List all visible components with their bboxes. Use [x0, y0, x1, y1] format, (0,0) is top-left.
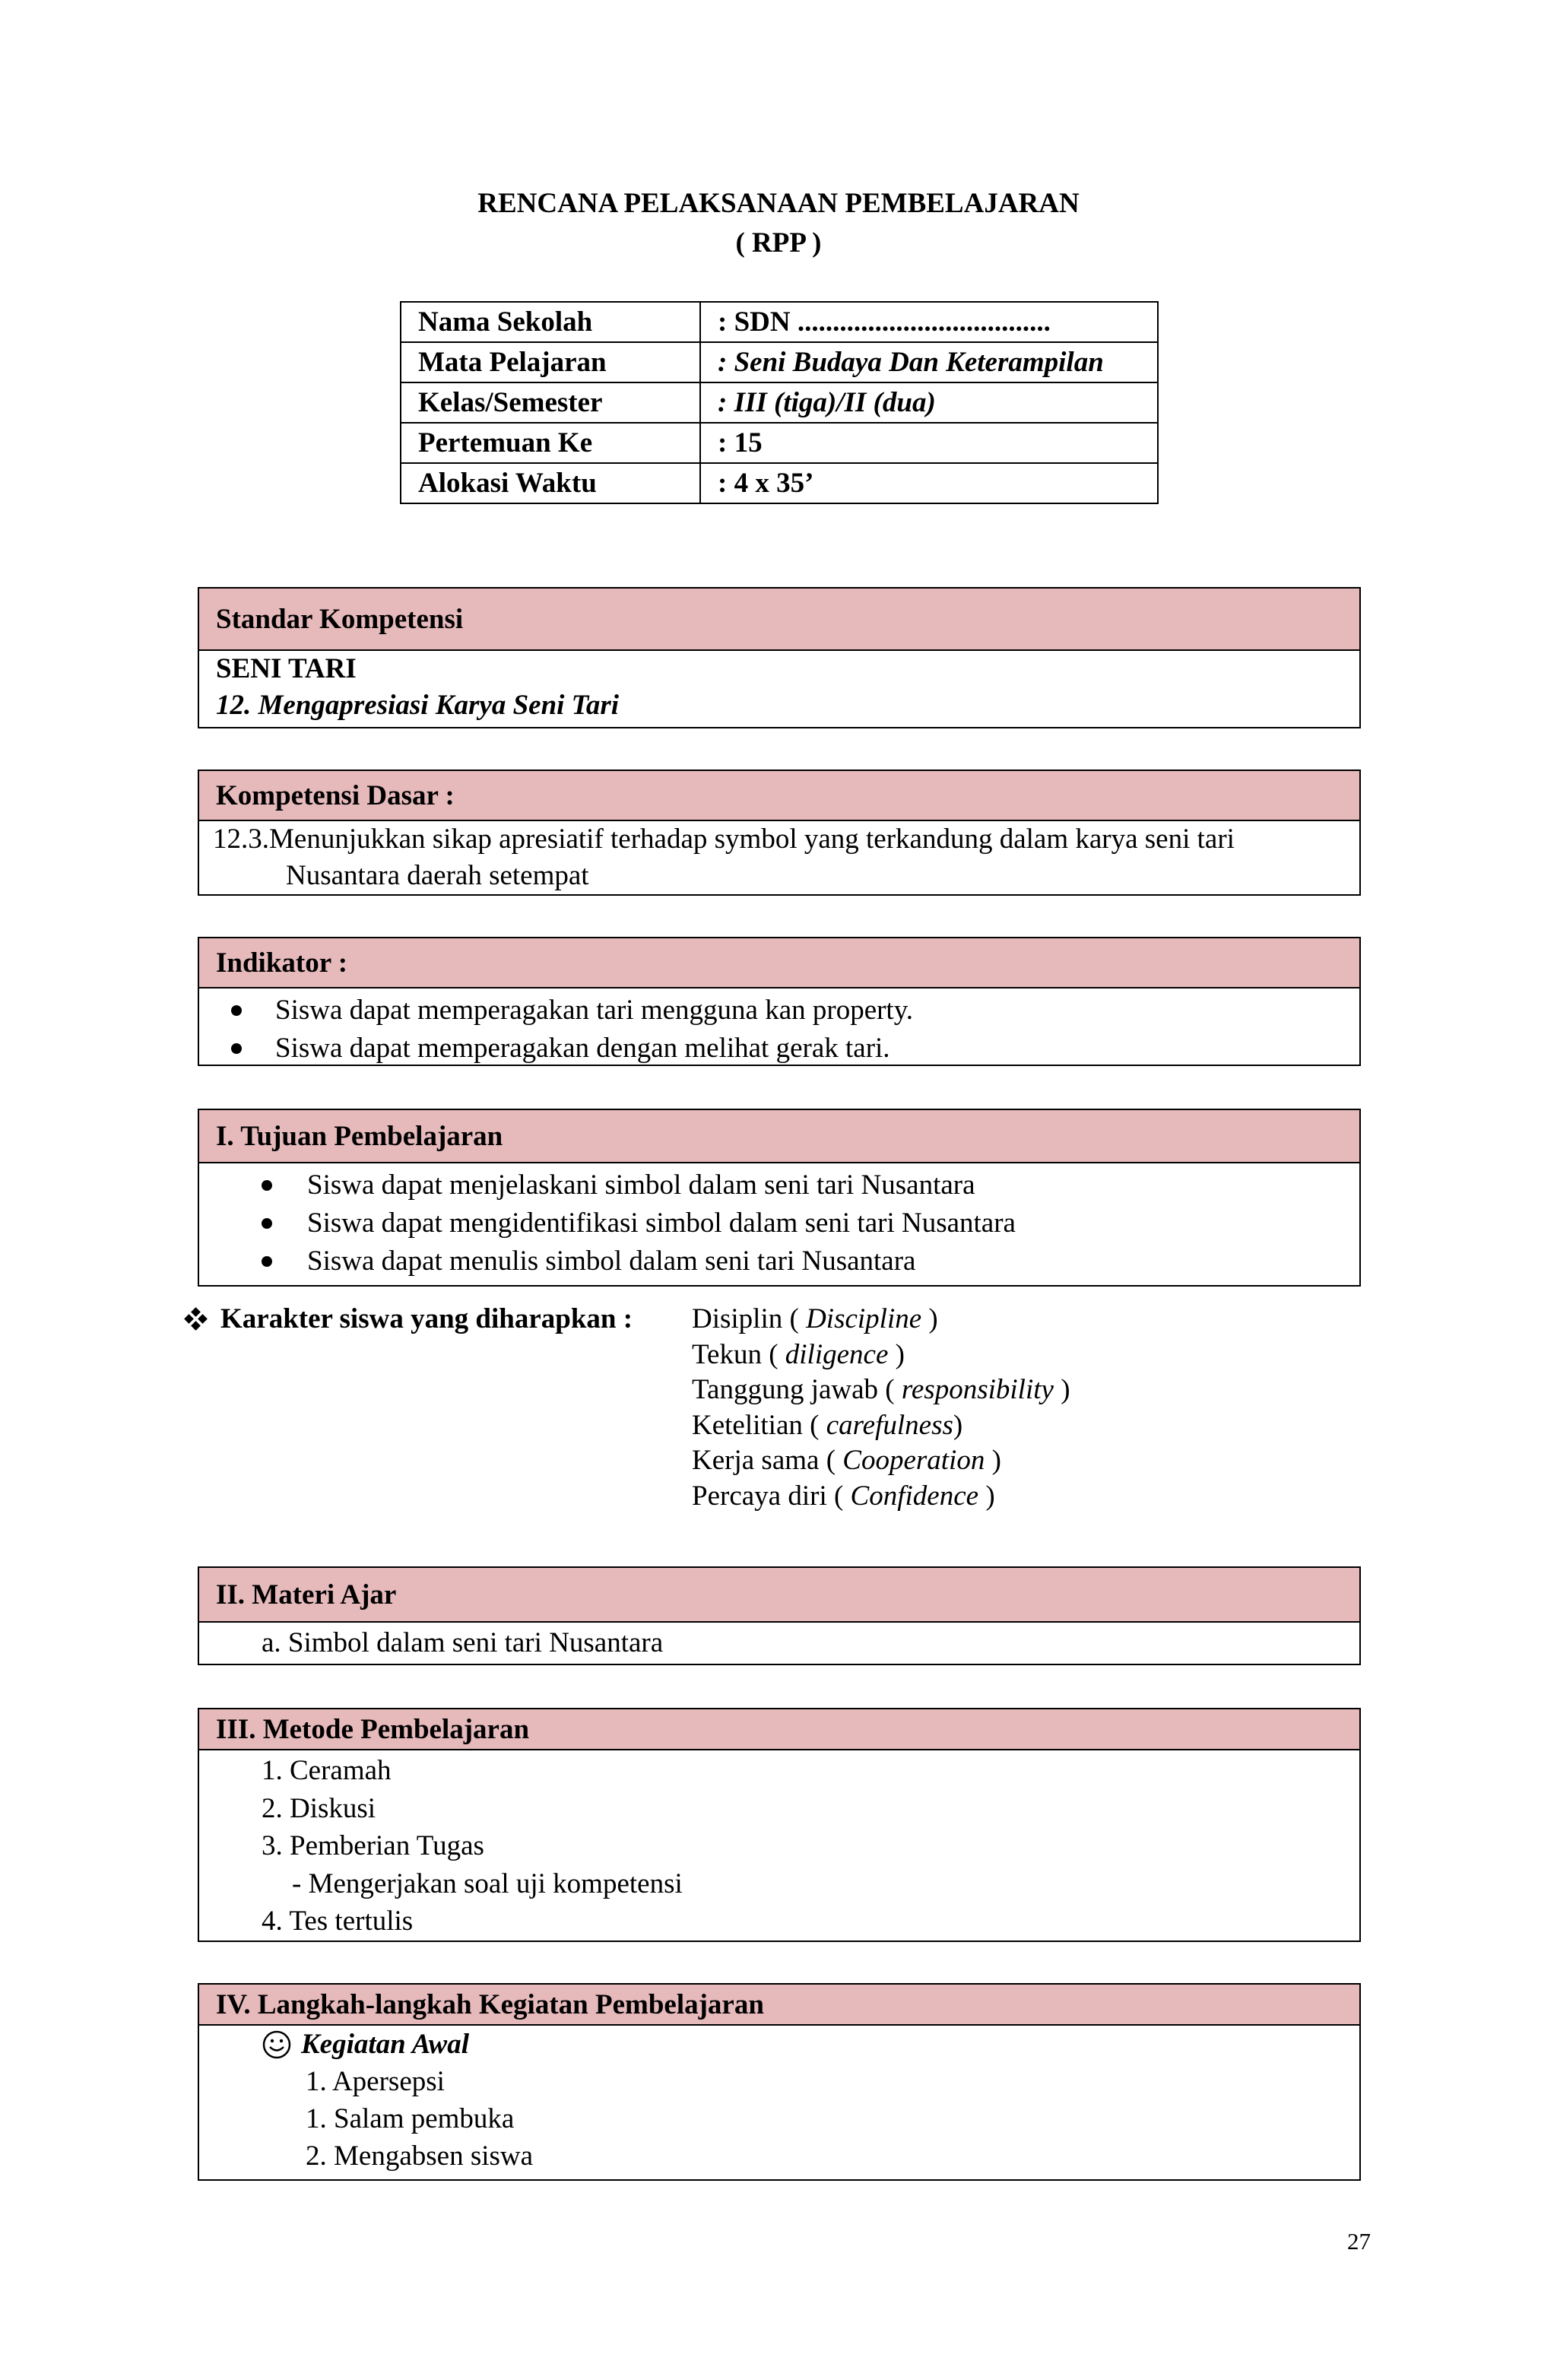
list-item: Disiplin ( Discipline ) — [692, 1303, 938, 1334]
section-header: II. Materi Ajar — [199, 1568, 1359, 1623]
identity-value: : Seni Budaya Dan Keterampilan — [718, 347, 1104, 378]
identity-label: Mata Pelajaran — [401, 342, 700, 382]
list-item: Kerja sama ( Cooperation ) — [692, 1445, 1001, 1476]
kegiatan-awal-row — [262, 2026, 1359, 2063]
list-item: Siswa dapat menulis simbol dalam seni tari Nusantara — [262, 1242, 1359, 1280]
standar-kompetensi-box — [198, 587, 1361, 728]
kompetensi-line: Nusantara daerah setempat — [286, 860, 589, 891]
section-body — [199, 651, 1359, 724]
section-header: Indikator : — [199, 938, 1359, 988]
page-number: 27 — [1347, 2228, 1371, 2255]
section-header: III. Metode Pembelajaran — [199, 1709, 1359, 1750]
tujuan-box — [198, 1109, 1361, 1287]
smiley-icon — [262, 2029, 292, 2060]
list-item: Tanggung jawab ( responsibility ) — [692, 1374, 1070, 1405]
karakter-label: Karakter siswa yang diharapkan : — [220, 1303, 633, 1334]
section-header: Kompetensi Dasar : — [199, 771, 1359, 821]
identity-label: Nama Sekolah — [401, 302, 700, 342]
materi-box — [198, 1566, 1361, 1665]
list-item: Percaya diri ( Confidence ) — [692, 1480, 995, 1512]
bullet-icon — [262, 1218, 272, 1229]
list-item: Ketelitian ( carefulness) — [692, 1409, 963, 1441]
section-header: Standar Kompetensi — [199, 589, 1359, 651]
kegiatan-awal-label: Kegiatan Awal — [301, 2029, 470, 2060]
list-item: Siswa dapat mengidentifikasi simbol dalam seni tari Nusantara — [262, 1204, 1359, 1242]
identity-label: Kelas/Semester — [401, 382, 700, 423]
bullet-icon — [231, 1043, 242, 1054]
section-body — [199, 1163, 1359, 1280]
standar-line: 12. Mengapresiasi Karya Seni Tari — [216, 690, 620, 721]
identity-label: Alokasi Waktu — [401, 463, 700, 503]
table-row — [401, 463, 1158, 503]
identity-table — [400, 301, 1159, 504]
kompetensi-line: 12.3.Menunjukkan sikap apresiatif terhadap symbol yang terkandung dalam karya seni tari — [213, 823, 1235, 855]
list-item: 2. Mengabsen siswa — [306, 2140, 534, 2172]
table-row — [401, 382, 1158, 423]
list-item: 3. Pemberian Tugas — [262, 1830, 484, 1861]
list-item: Siswa dapat memperagakan tari mengguna kan property. — [231, 992, 1359, 1030]
identity-value: : 4 x 35’ — [700, 463, 1158, 503]
section-body — [199, 821, 1359, 894]
document-title: RENCANA PELAKSANAAN PEMBELAJARAN — [477, 188, 1080, 219]
identity-value: : III (tiga)/II (dua) — [718, 387, 936, 418]
bullet-icon — [262, 1180, 272, 1191]
table-row — [401, 302, 1158, 342]
list-item: 2. Diskusi — [262, 1792, 376, 1824]
list-item: Siswa dapat menjelaskani simbol dalam seni tari Nusantara — [262, 1166, 1359, 1204]
section-body — [199, 2026, 1359, 2175]
list-item: 4. Tes tertulis — [262, 1906, 414, 1937]
identity-label: Pertemuan Ke — [401, 423, 700, 463]
metode-box — [198, 1708, 1361, 1942]
document-subtitle: ( RPP ) — [735, 227, 822, 259]
identity-value: : 15 — [700, 423, 1158, 463]
list-item: Tekun ( diligence ) — [692, 1338, 905, 1370]
list-item: Siswa dapat memperagakan dengan melihat gerak tari. — [231, 1030, 1359, 1068]
list-item: - Mengerjakan soal uji kompetensi — [292, 1868, 683, 1899]
kompetensi-dasar-box — [198, 770, 1361, 896]
indikator-box — [198, 937, 1361, 1066]
karakter-values — [692, 1302, 1070, 1514]
standar-line: SENI TARI — [216, 653, 357, 684]
identity-value: : SDN .................................... — [700, 302, 1158, 342]
list-item: a. Simbol dalam seni tari Nusantara — [262, 1627, 664, 1658]
bullet-icon — [262, 1256, 272, 1267]
bullet-icon — [231, 1005, 242, 1016]
table-row — [401, 423, 1158, 463]
section-body — [199, 988, 1359, 1068]
diamond-cluster-icon — [186, 1309, 207, 1330]
section-header: IV. Langkah-langkah Kegiatan Pembelajaran — [199, 1985, 1359, 2026]
section-body — [199, 1750, 1359, 1940]
karakter-label-row — [186, 1302, 633, 1338]
table-row — [401, 342, 1158, 382]
section-header: I. Tujuan Pembelajaran — [199, 1110, 1359, 1163]
list-item: 1. Ceramah — [262, 1755, 392, 1786]
list-item: 1. Salam pembuka — [306, 2103, 515, 2134]
section-body — [199, 1623, 1359, 1662]
langkah-box — [198, 1983, 1361, 2181]
list-item: 1. Apersepsi — [306, 2066, 445, 2097]
